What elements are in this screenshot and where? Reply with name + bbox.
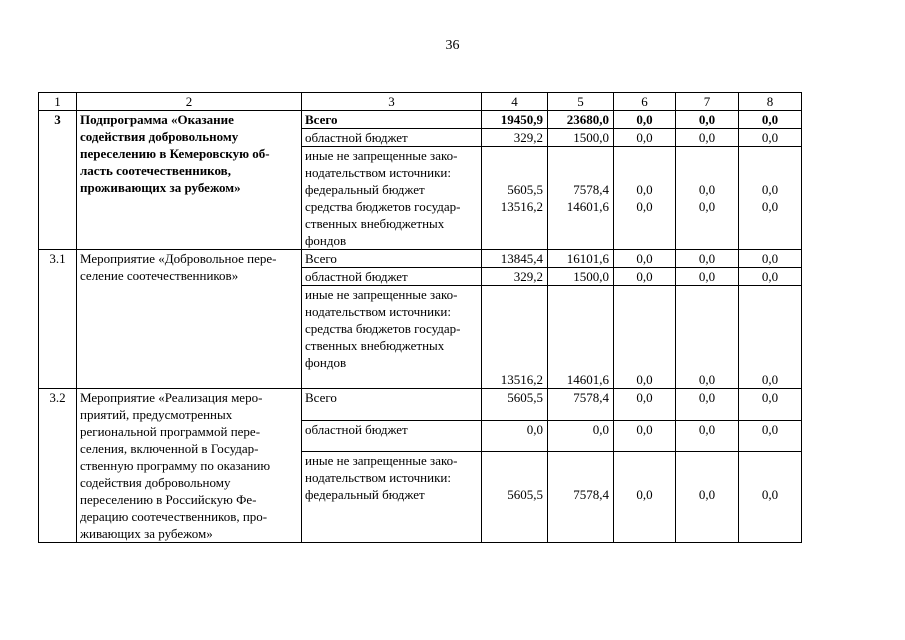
value-line bbox=[551, 320, 609, 337]
value-line bbox=[551, 303, 609, 320]
total-value: 0,0 bbox=[676, 111, 739, 129]
other-sources-value bbox=[676, 452, 739, 543]
value-line bbox=[485, 354, 543, 371]
header-cell: 2 bbox=[77, 93, 302, 111]
value-line bbox=[485, 215, 543, 232]
value-line bbox=[551, 286, 609, 303]
other-sources-value bbox=[739, 147, 802, 250]
regional-label: областной бюджет bbox=[302, 420, 482, 452]
regional-value: 0,0 bbox=[739, 129, 802, 147]
value-line bbox=[742, 354, 798, 371]
value-line bbox=[679, 469, 735, 486]
other-sources-line: ственных внебюджетных bbox=[305, 216, 445, 231]
value-line bbox=[742, 215, 798, 232]
value-line bbox=[742, 337, 798, 354]
value-line bbox=[679, 147, 735, 164]
value-line: 13516,2 bbox=[500, 372, 543, 387]
value-line: 0,0 bbox=[636, 372, 653, 387]
total-label: Всего bbox=[302, 111, 482, 129]
value-line: 0,0 bbox=[698, 199, 716, 214]
regional-value: 0,0 bbox=[482, 420, 548, 452]
total-value: 19450,9 bbox=[482, 111, 548, 129]
value-line bbox=[679, 320, 735, 337]
header-cell: 4 bbox=[482, 93, 548, 111]
value-line bbox=[485, 232, 543, 249]
other-sources-line: нодательством источники: bbox=[305, 165, 451, 180]
other-sources-line bbox=[305, 371, 478, 388]
value-line bbox=[617, 164, 672, 181]
other-sources-label bbox=[302, 147, 482, 250]
value-line: 0,0 bbox=[761, 372, 779, 387]
total-value: 0,0 bbox=[614, 111, 676, 129]
page-number: 36 bbox=[445, 38, 460, 53]
regional-value: 0,0 bbox=[614, 129, 676, 147]
value-line bbox=[617, 452, 672, 469]
other-sources-line: ственных внебюджетных bbox=[305, 338, 445, 353]
total-value: 0,0 bbox=[614, 389, 676, 421]
value-line bbox=[679, 286, 735, 303]
value-line bbox=[679, 232, 735, 249]
regional-value: 0,0 bbox=[614, 420, 676, 452]
value-line: 14601,6 bbox=[566, 372, 609, 387]
regional-label: областной бюджет bbox=[302, 268, 482, 286]
value-line bbox=[551, 147, 609, 164]
other-sources-value bbox=[739, 286, 802, 389]
title-line: селение соотечественников» bbox=[80, 268, 239, 283]
value-line: 0,0 bbox=[698, 372, 716, 387]
other-sources-label bbox=[302, 286, 482, 389]
other-sources-line: иные не запрещенные зако- bbox=[305, 453, 458, 468]
header-cell: 6 bbox=[614, 93, 676, 111]
other-sources-line: фондов bbox=[305, 355, 347, 370]
value-line bbox=[679, 215, 735, 232]
value-line bbox=[679, 452, 735, 469]
other-sources-value bbox=[739, 452, 802, 543]
other-sources-line: средства бюджетов государ- bbox=[305, 321, 461, 336]
value-line: 13516,2 bbox=[500, 199, 543, 214]
title-line: ственную программу по оказанию bbox=[80, 458, 271, 473]
other-sources-value bbox=[482, 286, 548, 389]
value-line bbox=[617, 215, 672, 232]
section-total-row bbox=[39, 111, 802, 129]
regional-value: 1500,0 bbox=[548, 129, 614, 147]
total-value: 13845,4 bbox=[482, 250, 548, 268]
value-line bbox=[485, 320, 543, 337]
value-line: 0,0 bbox=[636, 487, 653, 502]
value-line bbox=[742, 303, 798, 320]
total-value: 23680,0 bbox=[548, 111, 614, 129]
value-line bbox=[485, 147, 543, 164]
value-line bbox=[742, 232, 798, 249]
value-line bbox=[617, 354, 672, 371]
total-value: 0,0 bbox=[676, 250, 739, 268]
value-line bbox=[551, 164, 609, 181]
value-line: 14601,6 bbox=[566, 199, 609, 214]
total-value: 5605,5 bbox=[482, 389, 548, 421]
regional-label: областной бюджет bbox=[302, 129, 482, 147]
value-line bbox=[679, 303, 735, 320]
value-line bbox=[617, 337, 672, 354]
other-sources-line: иные не запрещенные зако- bbox=[305, 148, 458, 163]
other-sources-value bbox=[676, 286, 739, 389]
total-value: 0,0 bbox=[739, 111, 802, 129]
total-label: Всего bbox=[302, 250, 482, 268]
value-line bbox=[679, 337, 735, 354]
title-line: дерацию соотечественников, про- bbox=[80, 509, 268, 524]
section-number: 3.2 bbox=[39, 389, 77, 543]
section-total-row bbox=[39, 389, 802, 421]
header-cell: 8 bbox=[739, 93, 802, 111]
header-cell: 3 bbox=[302, 93, 482, 111]
value-line bbox=[485, 452, 543, 469]
title-line: Подпрограмма «Оказание bbox=[80, 112, 234, 127]
value-line bbox=[742, 147, 798, 164]
section-total-row bbox=[39, 250, 802, 268]
regional-value: 329,2 bbox=[482, 268, 548, 286]
title-line: содействия добровольному bbox=[80, 475, 231, 490]
regional-value: 329,2 bbox=[482, 129, 548, 147]
value-line bbox=[617, 303, 672, 320]
other-sources-line: средства бюджетов государ- bbox=[305, 199, 461, 214]
value-line bbox=[742, 452, 798, 469]
value-line bbox=[679, 354, 735, 371]
title-line: региональной программой пере- bbox=[80, 424, 261, 439]
title-line: Мероприятие «Добровольное пере- bbox=[80, 251, 277, 266]
value-line bbox=[551, 354, 609, 371]
total-value: 16101,6 bbox=[548, 250, 614, 268]
total-value: 0,0 bbox=[614, 250, 676, 268]
value-line bbox=[617, 469, 672, 486]
value-line bbox=[742, 469, 798, 486]
value-line: 0,0 bbox=[761, 487, 779, 502]
value-line: 0,0 bbox=[698, 487, 716, 502]
total-value: 0,0 bbox=[676, 389, 739, 421]
value-line: 5605,5 bbox=[507, 182, 543, 197]
other-sources-value bbox=[482, 147, 548, 250]
regional-value: 0,0 bbox=[739, 420, 802, 452]
budget-table bbox=[38, 92, 802, 543]
value-line bbox=[742, 286, 798, 303]
regional-value: 0,0 bbox=[676, 268, 739, 286]
other-sources-value bbox=[676, 147, 739, 250]
other-sources-label bbox=[302, 452, 482, 543]
header-cell: 7 bbox=[676, 93, 739, 111]
value-line bbox=[551, 469, 609, 486]
other-sources-value bbox=[482, 452, 548, 543]
header-cell: 5 bbox=[548, 93, 614, 111]
value-line bbox=[617, 320, 672, 337]
regional-value: 0,0 bbox=[739, 268, 802, 286]
value-line: 0,0 bbox=[761, 182, 779, 197]
other-sources-value bbox=[614, 452, 676, 543]
regional-value: 0,0 bbox=[676, 420, 739, 452]
title-line: содействия добровольному bbox=[80, 129, 239, 144]
other-sources-value bbox=[548, 286, 614, 389]
value-line: 0,0 bbox=[761, 199, 779, 214]
title-line: переселению в Кемеровскую об- bbox=[80, 146, 270, 161]
regional-value: 0,0 bbox=[676, 129, 739, 147]
section-title bbox=[77, 111, 302, 250]
title-line: ласть соотечественников, bbox=[80, 163, 231, 178]
value-line: 5605,5 bbox=[507, 487, 543, 502]
other-sources-value bbox=[614, 147, 676, 250]
value-line bbox=[617, 286, 672, 303]
regional-value: 0,0 bbox=[548, 420, 614, 452]
title-line: селения, включенной в Государ- bbox=[80, 441, 259, 456]
value-line bbox=[551, 232, 609, 249]
title-line: Мероприятие «Реализация меро- bbox=[80, 390, 263, 405]
section-title bbox=[77, 389, 302, 543]
other-sources-line: федеральный бюджет bbox=[305, 487, 425, 502]
value-line bbox=[617, 147, 672, 164]
value-line: 0,0 bbox=[636, 199, 653, 214]
title-line: приятий, предусмотренных bbox=[80, 407, 233, 422]
value-line: 0,0 bbox=[698, 182, 716, 197]
total-value: 0,0 bbox=[739, 250, 802, 268]
other-sources-line: нодательством источники: bbox=[305, 470, 451, 485]
title-line: живающих за рубежом» bbox=[80, 526, 213, 541]
other-sources-line: иные не запрещенные зако- bbox=[305, 287, 458, 302]
total-value: 7578,4 bbox=[548, 389, 614, 421]
value-line bbox=[617, 232, 672, 249]
value-line bbox=[485, 303, 543, 320]
value-line bbox=[485, 337, 543, 354]
regional-value: 0,0 bbox=[614, 268, 676, 286]
total-label: Всего bbox=[302, 389, 482, 421]
value-line bbox=[551, 215, 609, 232]
value-line bbox=[485, 469, 543, 486]
value-line bbox=[742, 320, 798, 337]
value-line bbox=[679, 164, 735, 181]
other-sources-value bbox=[614, 286, 676, 389]
value-line: 7578,4 bbox=[573, 487, 609, 502]
other-sources-line: фондов bbox=[305, 233, 347, 248]
title-line: проживающих за рубежом» bbox=[80, 180, 241, 195]
header-row bbox=[39, 93, 802, 111]
value-line: 0,0 bbox=[636, 182, 653, 197]
value-line bbox=[551, 337, 609, 354]
value-line bbox=[485, 164, 543, 181]
title-line: переселению в Российскую Фе- bbox=[80, 492, 257, 507]
other-sources-value bbox=[548, 452, 614, 543]
value-line bbox=[742, 164, 798, 181]
value-line: 7578,4 bbox=[573, 182, 609, 197]
other-sources-line: федеральный бюджет bbox=[305, 182, 425, 197]
header-cell: 1 bbox=[39, 93, 77, 111]
regional-value: 1500,0 bbox=[548, 268, 614, 286]
total-value: 0,0 bbox=[739, 389, 802, 421]
other-sources-value bbox=[548, 147, 614, 250]
section-number: 3 bbox=[39, 111, 77, 250]
section-number: 3.1 bbox=[39, 250, 77, 389]
value-line bbox=[551, 452, 609, 469]
value-line bbox=[485, 286, 543, 303]
other-sources-line: нодательством источники: bbox=[305, 304, 451, 319]
section-title bbox=[77, 250, 302, 389]
